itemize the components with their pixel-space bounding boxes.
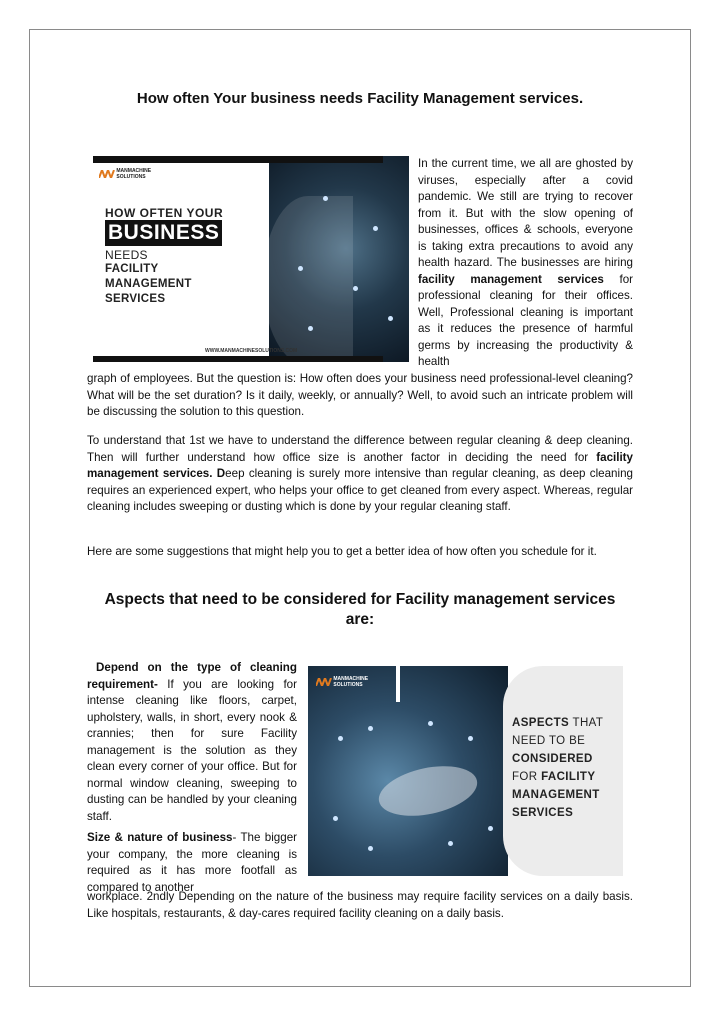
paragraph-3: Here are some suggestions that might help you to get a better idea of how often you schedule for it. bbox=[87, 545, 597, 558]
aspects-heading: Aspects that need to be considered for Facility management services are: bbox=[104, 591, 616, 628]
aspects-photo bbox=[308, 666, 508, 876]
paragraph-2: To understand that 1st we have to understand the difference between regular cleaning & deep cleaning. Then will further understand how office size is another factor in deciding the need for facility management services. Deep cleaning is surely more intensive than regular cleaning, as deep cleaning requires an experienced expert, who helps your office to get cleaned from every aspect. Whereas, regular cleaning includes sweeping or dusting which is done by your regular cleaning staff. bbox=[87, 434, 633, 513]
aspects-image bbox=[308, 666, 623, 876]
company-logo-2: MANMACHINE SOLUTIONS bbox=[316, 676, 368, 688]
hero-website: WWW.MANMACHINESOLUTIONS.COM bbox=[205, 348, 298, 354]
logo-mark-icon bbox=[316, 678, 332, 686]
logo-mark-icon bbox=[99, 170, 115, 178]
company-logo: MANMACHINE SOLUTIONS bbox=[99, 168, 151, 180]
hero-line-2: BUSINESS bbox=[108, 221, 220, 244]
aspect-2-full: workplace. 2ndly Depending on the nature of the business may require facility services on a daily basis. Like hospitals, restaurants, & day-cares required facility cleaning on a daily basis. bbox=[87, 890, 633, 920]
aspect-1: Depend on the type of cleaning requirement- If you are looking for intense cleaning like floors, carpet, upholstery, walls, in short, every nook & crannies; then for sure Facility management is the solution as they clean every corner of your office. But for normal window cleaning, sweeping to dusting can be handled by your cleaning staff. bbox=[87, 661, 297, 823]
hero-image bbox=[93, 156, 409, 362]
intro-paragraph-side: In the current time, we all are ghosted by viruses, especially after a covid pandemic. We still are trying to recover from it. But with the slow opening of businesses, offices & schools, everyone is taking extra precautions to avoid any health hazard. The businesses are hiring facility management services for professional cleaning for their offices. Well, Professional cleaning is important as it reduces the presence of harmful germs by increasing the productivity & health bbox=[418, 157, 633, 368]
aspects-image-text: ASPECTS THAT NEED TO BE CONSIDERED FOR FACILITY MANAGEMENT SERVICES bbox=[512, 717, 604, 819]
page-title: How often Your business needs Facility Management services. bbox=[136, 90, 584, 107]
intro-paragraph-full: graph of employees. But the question is: How often does your business need professional-level cleaning? What will be the set duration? Is it daily, weekly, or annually? Well, to avoid such an intricate problem will be discussing the solution to this question. bbox=[87, 372, 633, 418]
hero-line-1: HOW OFTEN YOUR bbox=[105, 206, 224, 220]
hero-line-3: NEEDS bbox=[105, 248, 148, 262]
aspect-2-side: Size & nature of business- The bigger your company, the more cleaning is required as it has more footfall as compared to another bbox=[87, 831, 297, 894]
hero-line-4: FACILITY MANAGEMENT SERVICES bbox=[105, 263, 192, 305]
